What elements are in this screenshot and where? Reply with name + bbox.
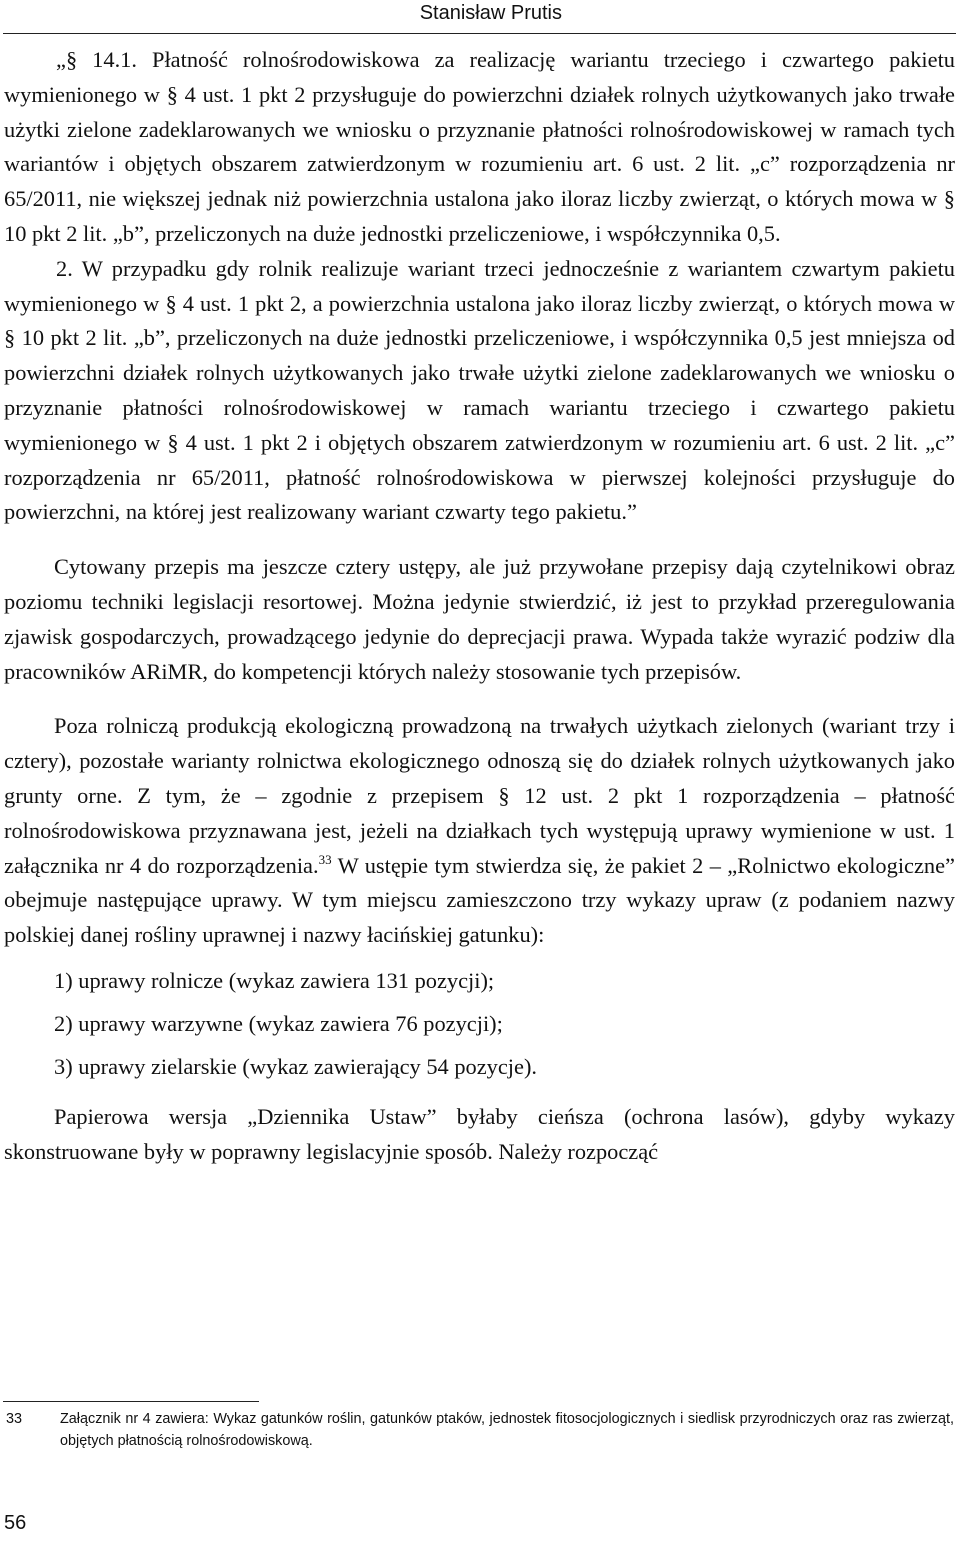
body-text	[4, 43, 955, 1170]
quoted-provision-paragraph-2: 2. W przypadku gdy rolnik realizuje wariant trzeci jednocześnie z wariantem czwartym pakietu wymienionego w § 4 ust. 1 pkt 2, a powierzchnia ustalona jako iloraz liczby zwierząt, o których mowa w § 10 pkt 2 lit. „b”, przeliczonych na duże jednostki przeliczeniowe, i współczynnika 0,5 jest mniejsza od powierzchni działek rolnych użytkowanych jako trwałe użytki zielone zadeklarowanych we wniosku o przyznanie płatności rolnośrodowiskowej w ramach wariantu trzeciego i czwartego pakietu wymienionego w § 4 ust. 1 pkt 2 i objętych obszarem zatwierdzonym w rozumieniu art. 6 ust. 2 lit. „c” rozporządzenia nr 65/2011, płatność rolnośrodowiskowa w pierwszej kolejności przysługuje do powierzchni, na której jest realizowany wariant czwarty tego pakietu.”	[4, 255, 955, 525]
commentary-paragraph-3: Papierowa wersja „Dziennika Ustaw” byłaby cieńsza (ochrona lasów), gdyby wykazy skonstruowane były w poprawny legislacyjnie sposób. Należy rozpocząć	[4, 1103, 955, 1164]
footnote-number: 33	[6, 1411, 23, 1427]
list-item: 2) uprawy warzywne (wykaz zawiera 76 pozycji);	[54, 1010, 503, 1036]
crop-lists	[4, 963, 955, 1092]
quoted-provision-paragraph-1: „§ 14.1. Płatność rolnośrodowiskowa za realizację wariantu trzeciego i czwartego pakietu wymienionego w § 4 ust. 1 pkt 2 przysługuje do powierzchni działek rolnych użytkowanych jako trwałe użytki zielone zadeklarowanych we wniosku o przyznanie płatności rolnośrodowiskowej w ramach tych wariantów i objętych obszarem zatwierdzonym w rozumieniu art. 6 ust. 2 lit. „c” rozporządzenia nr 65/2011, nie większej jednak niż powierzchnia ustalona jako iloraz liczby zwierząt, o których mowa w § 10 pkt 2 lit. „b”, przeliczonych na duże jednostki przeliczeniowe, i współczynnika 0,5.	[4, 47, 955, 246]
commentary-paragraph-2	[4, 709, 955, 953]
footnote-rule	[3, 1401, 259, 1402]
running-head-author: Stanisław Prutis	[419, 2, 562, 24]
list-item: 1) uprawy rolnicze (wykaz zawiera 131 pozycji);	[54, 967, 495, 993]
paragraph-2-text: Poza rolniczą produkcją ekologiczną prowadzoną na trwałych użytkach zielonych (wariant trzy i cztery), pozostałe warianty rolnictwa ekologicznego odnoszą się do działek rolnych użytkowanych jako grunty orne. Z tym, że – zgodnie z przepisem § 12 ust. 2 pkt 1 rozporządzenia – płatność rolnośrodowiskowa przyznawana jest, jeżeli na działkach tych występują uprawy wymienione w ust. 1 załącznika nr 4 do rozporządzenia.	[4, 713, 955, 878]
footnote	[6, 1408, 954, 1452]
footnote-text: Załącznik nr 4 zawiera: Wykaz gatunków roślin, gatunków ptaków, jednostek fitosocjologicznych i siedlisk przyrodniczych oraz ras zwierząt, objętych płatnością rolnośrodowiskową.	[60, 1411, 954, 1449]
footnote-reference: 33	[318, 851, 332, 867]
header-rule	[3, 33, 956, 34]
paragraph-2-text-continued: W ustępie tym stwierdza się, że pakiet 2 – „Rolnictwo ekologiczne” obejmuje następujące uprawy. W tym miejscu zamieszczono trzy wykazy upraw (z podaniem nazwy polskiej danej rośliny uprawnej i nazwy łacińskiej gatunku):	[4, 852, 955, 948]
page-number: 56	[4, 1512, 27, 1534]
commentary-paragraph-1: Cytowany przepis ma jeszcze cztery ustępy, ale już przywołane przepisy dają czytelnikowi obraz poziomu techniki legislacji resortowej. Można jedynie stwierdzić, iż jest to przykład przeregulowania zjawisk gospodarczych, prowadzącego jedynie do deprecjacji prawa. Wypada także wyrazić podziw dla pracowników ARiMR, do kompetencji których należy stosowanie tych przepisów.	[4, 554, 955, 684]
list-item: 3) uprawy zielarskie (wykaz zawierający 54 pozycje).	[54, 1053, 538, 1079]
